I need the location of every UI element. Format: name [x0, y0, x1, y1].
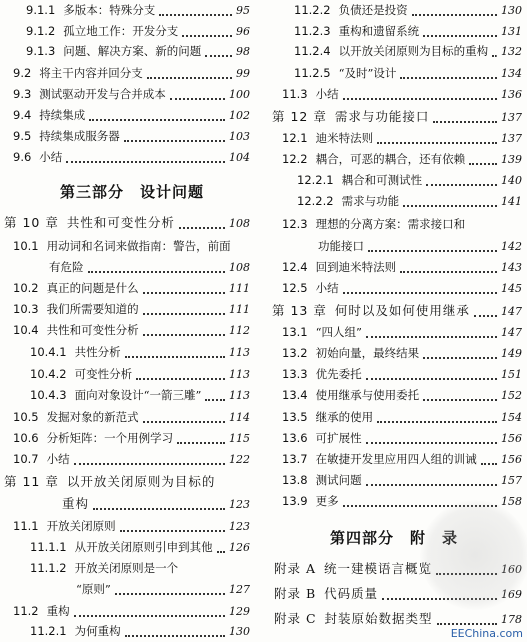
toc-entry: 10.3 我们所需要知道的 111 — [13, 302, 250, 316]
toc-entry: 13.4 使用继承与使用委托 152 — [282, 388, 522, 402]
toc-entry-continued: 功能接口 142 — [318, 239, 522, 253]
toc-entry: 9.4 持续集成 102 — [13, 108, 250, 122]
toc-entry: 9.1.2 孤立地工作：开发分支 96 — [26, 24, 250, 38]
toc-entry: 10.6 分析矩阵：一个用例学习 115 — [13, 431, 250, 445]
toc-entry: 12.2 耦合，可恶的耦合，还有依赖 139 — [282, 152, 522, 166]
chapter-entry: 第 13 章 何时以及如何使用继承 147 — [272, 303, 522, 318]
toc-entry-continued: 有危险 108 — [49, 260, 250, 274]
toc-entry: 9.3 测试驱动开发与合并成本 100 — [13, 87, 250, 101]
toc-entry: 11.1 开放关闭原则 123 — [13, 519, 250, 533]
toc-entry: 10.4.3 面向对象设计“一箭三雕” 113 — [30, 388, 250, 402]
toc-entry: 9.1.1 多版本：特殊分支 95 — [26, 3, 250, 17]
toc-entry: 13.9 更多 158 — [282, 494, 522, 508]
toc-entry: 13.1 “四人组” 147 — [282, 325, 522, 339]
toc-entry: 13.5 继承的使用 154 — [282, 410, 522, 424]
chapter-entry: 第 12 章 需求与功能接口 137 — [272, 109, 522, 124]
toc-entry: 12.2.2 需求与功能 141 — [297, 194, 522, 208]
toc-entry: 11.2.4 以开放关闭原则为目标的重构 132 — [294, 44, 522, 58]
appendix-entry: 附录 C 封装原始数据类型 178 — [274, 611, 522, 626]
toc-entry: 11.2 重构 129 — [13, 604, 250, 618]
toc-entry: 12.5 小结 145 — [282, 281, 522, 295]
appendix-entry: 附录 B 代码质量 169 — [274, 586, 522, 601]
toc-entry: 10.2 真正的问题是什么 111 — [13, 281, 250, 295]
toc-entry: 9.2 将主干内容并回分支 99 — [13, 66, 250, 80]
part-heading: 第四部分 附 录 — [330, 529, 459, 547]
toc-entry: 11.2.2 负债还是投资 130 — [294, 3, 522, 17]
toc-entry: 11.2.3 重构和遗留系统 131 — [294, 24, 522, 38]
toc-entry: 10.4.1 共性分析 113 — [30, 345, 250, 359]
toc-entry: 12.4 回到迪米特法则 143 — [282, 260, 522, 274]
part-heading: 第三部分 设计问题 — [60, 183, 205, 201]
toc-entry: 10.7 小结 122 — [13, 452, 250, 466]
toc-entry: 11.3 小结 136 — [282, 87, 522, 101]
chapter-entry: 第 10 章 共性和可变性分析 108 — [4, 215, 250, 230]
appendix-entry: 附录 A 统一建模语言概览 160 — [274, 561, 522, 576]
toc-entry: 12.2.1 耦合和可测试性 140 — [297, 173, 522, 187]
watermark-stamp — [420, 500, 527, 610]
toc-entry: 13.3 优先委托 151 — [282, 367, 522, 381]
toc-entry: 10.4.2 可变性分析 113 — [30, 367, 250, 381]
site-watermark: EEChina.com — [450, 627, 523, 640]
chapter-entry: 第 11 章 以开放关闭原则为目标的 — [4, 474, 216, 489]
toc-entry: 13.6 可扩展性 156 — [282, 431, 522, 445]
toc-entry-continued: “原则” 127 — [76, 582, 250, 596]
toc-entry: 11.1.1 从开放关闭原则引申到其他 126 — [30, 540, 250, 554]
toc-entry: 9.6 小结 104 — [13, 150, 250, 164]
toc-entry: 13.8 测试问题 157 — [282, 473, 522, 487]
toc-entry: 9.1.3 问题、解决方案、新的问题 98 — [26, 44, 250, 58]
toc-entry: 13.2 初始向量，最终结果 149 — [282, 346, 522, 360]
toc-entry: 11.1.2 开放关闭原则是一个 — [30, 561, 179, 575]
toc-entry: 9.5 持续集成服务器 103 — [13, 129, 250, 143]
toc-entry: 10.1 用动词和名词来做指南：警告，前面 — [13, 239, 231, 253]
toc-entry: 10.5 发掘对象的新范式 114 — [13, 410, 250, 424]
chapter-entry-continued: 重构 123 — [62, 496, 250, 511]
toc-entry: 11.2.5 “及时”设计 134 — [294, 66, 522, 80]
toc-entry: 11.2.1 为何重构 130 — [30, 624, 250, 638]
toc-entry: 12.3 理想的分离方案：需求接口和 — [282, 217, 466, 231]
toc-entry: 10.4 共性和可变性分析 112 — [13, 323, 250, 337]
toc-entry: 13.7 在敏捷开发里应用四人组的训诫 156 — [282, 452, 522, 466]
toc-entry: 12.1 迪米特法则 137 — [282, 131, 522, 145]
